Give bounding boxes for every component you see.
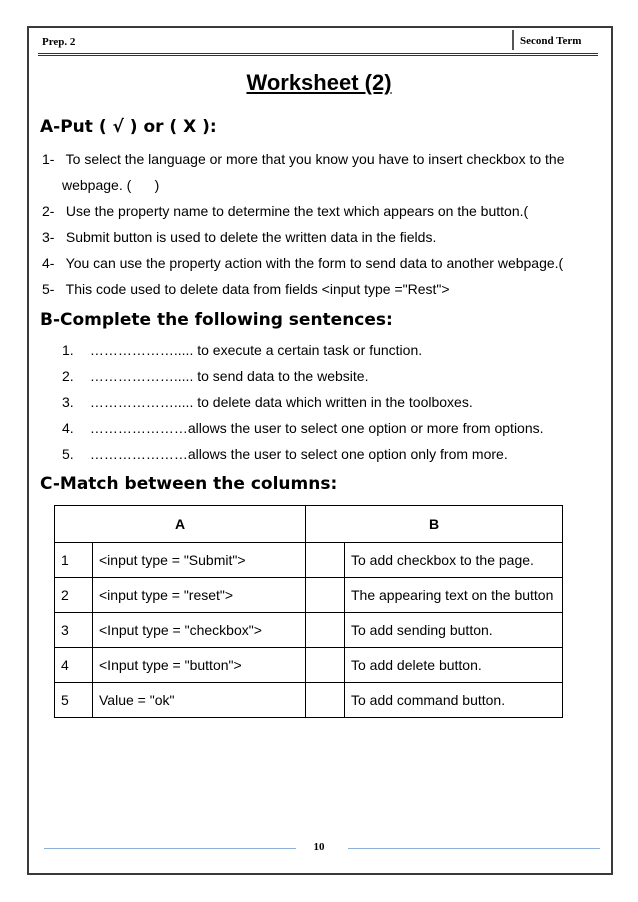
section-a-item	[42, 281, 450, 297]
section-b-heading: B-Complete the following sentences:	[40, 310, 393, 330]
column-a-cell: <Input type = "button">	[93, 648, 306, 683]
item-number: 2-	[42, 203, 55, 219]
item-text: ………………..... to execute a certain task or function.	[89, 342, 423, 358]
item-number: 4.	[62, 420, 74, 436]
row-number: 5	[55, 683, 93, 718]
row-number: 1	[55, 543, 93, 578]
column-b-cell: To add checkbox to the page.	[345, 543, 563, 578]
column-a-cell: Value = "ok"	[93, 683, 306, 718]
column-a-cell: <input type = "reset">	[93, 578, 306, 613]
item-text: Use the property name to determine the text which appears on the button.(	[65, 203, 529, 219]
table-row	[55, 543, 563, 578]
section-b-item	[62, 446, 508, 462]
header-grade: Prep. 2	[42, 36, 76, 48]
section-b-item	[62, 420, 544, 436]
item-number: 5.	[62, 446, 74, 462]
column-a-header: A	[55, 506, 306, 543]
section-c-heading: C-Match between the columns:	[40, 474, 338, 494]
worksheet-title: Worksheet (2)	[246, 70, 392, 95]
item-text: ………………..... to delete data which written in the toolboxes.	[89, 394, 473, 410]
page-number: 10	[313, 841, 325, 853]
table-row	[55, 578, 563, 613]
section-a-item	[42, 203, 528, 219]
row-number: 4	[55, 648, 93, 683]
column-a-cell: <input type = "Submit">	[93, 543, 306, 578]
section-b-item	[62, 368, 368, 384]
item-number: 1.	[62, 342, 74, 358]
column-b-header: B	[306, 506, 563, 543]
answer-blank-cell	[306, 543, 345, 578]
column-b-cell: The appearing text on the button	[345, 578, 563, 613]
item-text: This code used to delete data from fields <input type ="Rest">	[65, 281, 450, 297]
section-a-item	[42, 255, 563, 271]
row-number: 3	[55, 613, 93, 648]
section-b-item	[62, 342, 422, 358]
item-number: 3-	[42, 229, 55, 245]
item-number: 4-	[42, 255, 55, 271]
item-text: ………………..... to send data to the website.	[89, 368, 369, 384]
table-header-row	[55, 506, 563, 543]
match-table	[54, 505, 563, 718]
item-text: …………………allows the user to select one option only from more.	[89, 446, 508, 462]
item-text: To select the language or more that you know you have to insert checkbox to the	[65, 151, 565, 167]
section-a-item-continuation: webpage. ( )	[62, 177, 160, 193]
table-row	[55, 648, 563, 683]
answer-blank-cell	[306, 648, 345, 683]
answer-blank-cell	[306, 613, 345, 648]
item-text: …………………allows the user to select one option or more from options.	[89, 420, 544, 436]
section-a-heading: A-Put ( √ ) or ( X ):	[40, 117, 217, 137]
item-number: 2.	[62, 368, 74, 384]
item-text: Submit button is used to delete the written data in the fields.	[65, 229, 437, 245]
column-b-cell: To add command button.	[345, 683, 563, 718]
item-number: 5-	[42, 281, 55, 297]
item-number: 1-	[42, 151, 55, 167]
column-b-cell: To add delete button.	[345, 648, 563, 683]
column-a-cell: <Input type = "checkbox">	[93, 613, 306, 648]
item-text: You can use the property action with the form to send data to another webpage.(	[65, 255, 564, 271]
row-number: 2	[55, 578, 93, 613]
answer-blank-cell	[306, 578, 345, 613]
column-b-cell: To add sending button.	[345, 613, 563, 648]
item-number: 3.	[62, 394, 74, 410]
table-row	[55, 683, 563, 718]
section-a-item	[42, 229, 436, 245]
header-rule	[38, 53, 598, 56]
section-b-item	[62, 394, 473, 410]
section-a-item	[42, 151, 565, 167]
answer-blank-cell	[306, 683, 345, 718]
header-term: Second Term	[512, 30, 596, 50]
table-row	[55, 613, 563, 648]
